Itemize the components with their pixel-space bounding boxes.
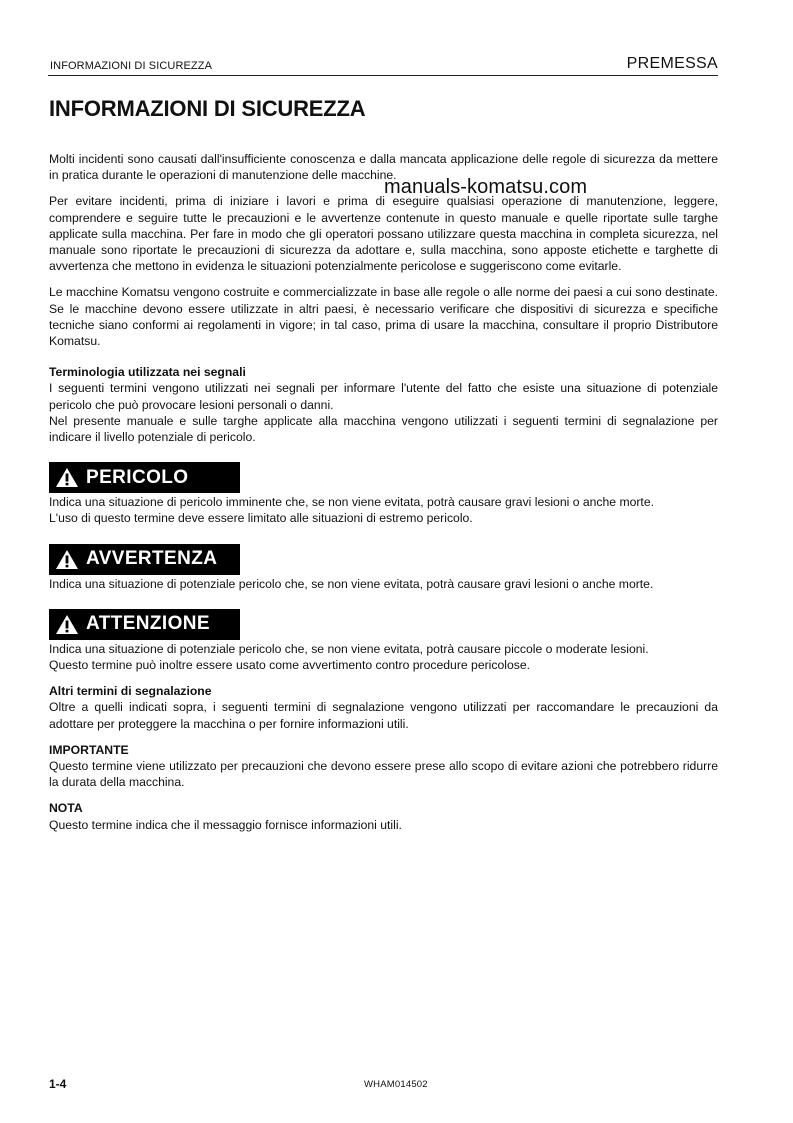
intro-paragraph-3: Le macchine Komatsu vengono costruite e commercializzate in base alle regole o alle norme dei paesi a cui sono destinate. Se le macchine devono essere utilizzate in altri paesi, è necessario verificare che dispositivi di sicurezza e specifiche tecniche siano conformi ai regolamenti in vigore; in tal caso, prima di usare la macchina, consultare il proprio Distributore Komatsu.: [49, 285, 718, 349]
other-terms-text: Oltre a quelli indicati sopra, i seguenti termini di segnalazione vengono utilizzati per raccomandare le precauzioni da adottare per proteggere la macchina o per fornire informazioni utili.: [49, 700, 718, 731]
header-section-title: INFORMAZIONI DI SICUREZZA: [50, 60, 212, 72]
signal-avvertenza: [49, 544, 240, 575]
warning-triangle-icon: [50, 549, 84, 570]
signal-label: AVVERTENZA: [86, 548, 218, 570]
terminology-text-1: I seguenti termini vengono utilizzati nei segnali per informare l'utente del fatto che esiste una situazione di potenziale pericolo che può provocare lesioni personali o danni.: [49, 381, 718, 412]
importante-heading: IMPORTANTE: [49, 742, 129, 757]
other-terms-heading: Altri termini di segnalazione: [49, 684, 212, 699]
signal-attenzione: [49, 609, 240, 640]
header-chapter-title: PREMESSA: [626, 55, 718, 72]
document-body: [49, 151, 718, 833]
terminology-heading: Terminologia utilizzata nei segnali: [49, 365, 246, 380]
signal-avvertenza-text-1: Indica una situazione di potenziale pericolo che, se non viene evitata, potrà causare gravi lesioni o anche morte.: [49, 576, 654, 591]
header-divider: [48, 75, 718, 76]
signal-pericolo: [49, 462, 240, 493]
signal-pericolo-text-2: L'uso di questo termine deve essere limitato alle situazioni di estremo pericolo.: [49, 511, 473, 526]
nota-heading: NOTA: [49, 801, 83, 816]
signal-pericolo-text-1: Indica una situazione di pericolo imminente che, se non viene evitata, potrà causare gravi lesioni o anche morte.: [49, 495, 654, 510]
page-number: 1-4: [49, 1077, 67, 1091]
nota-text: Questo termine indica che il messaggio fornisce informazioni utili.: [49, 817, 402, 832]
signal-attenzione-text-2: Questo termine può inoltre essere usato come avvertimento contro procedure pericolose.: [49, 658, 530, 673]
importante-text: Questo termine viene utilizzato per precauzioni che devono essere prese allo scopo di evitare azioni che potrebbero ridurre la durata della macchina.: [49, 759, 718, 790]
document-code: WHAM014502: [364, 1079, 428, 1090]
warning-triangle-icon: [50, 467, 84, 488]
terminology-text-2: Nel presente manuale e sulle targhe applicate alla macchina vengono utilizzati i seguenti termini di segnalazione per indicare il livello potenziale di pericolo.: [49, 413, 718, 445]
signal-label: ATTENZIONE: [86, 613, 210, 635]
intro-paragraph-2: Per evitare incidenti, prima di iniziare i lavori e prima di eseguire qualsiasi operazione di manutenzione, leggere, comprendere e seguire tutte le precauzioni e le avvertenze contenute in questo manuale e quelle riportate sulle targhe applicate sulla macchina. Per fare in modo che gli operatori possano utilizzare questa macchina in completa sicurezza, nel manuale sono riportate le precauzioni di sicurezza da adottare e, sulla macchina, sono apposte etichette e targhette di avvertenza che mettono in evidenza le situazioni potenzialmente pericolose e suggeriscono come evitarle.: [49, 194, 718, 274]
signal-attenzione-text-1: Indica una situazione di potenziale pericolo che, se non viene evitata, potrà causare piccole o moderate lesioni.: [49, 641, 649, 656]
warning-triangle-icon: [50, 614, 84, 635]
watermark-link[interactable]: manuals-komatsu.com: [384, 176, 588, 198]
intro-paragraph-1: Molti incidenti sono causati dall'insufficiente conoscenza e dalla mancata applicazione delle regole di sicurezza da mettere in pratica durante le operazioni di manutenzione delle macchine.: [49, 152, 718, 183]
signal-label: PERICOLO: [86, 466, 189, 488]
page-title: INFORMAZIONI DI SICUREZZA: [49, 96, 366, 121]
